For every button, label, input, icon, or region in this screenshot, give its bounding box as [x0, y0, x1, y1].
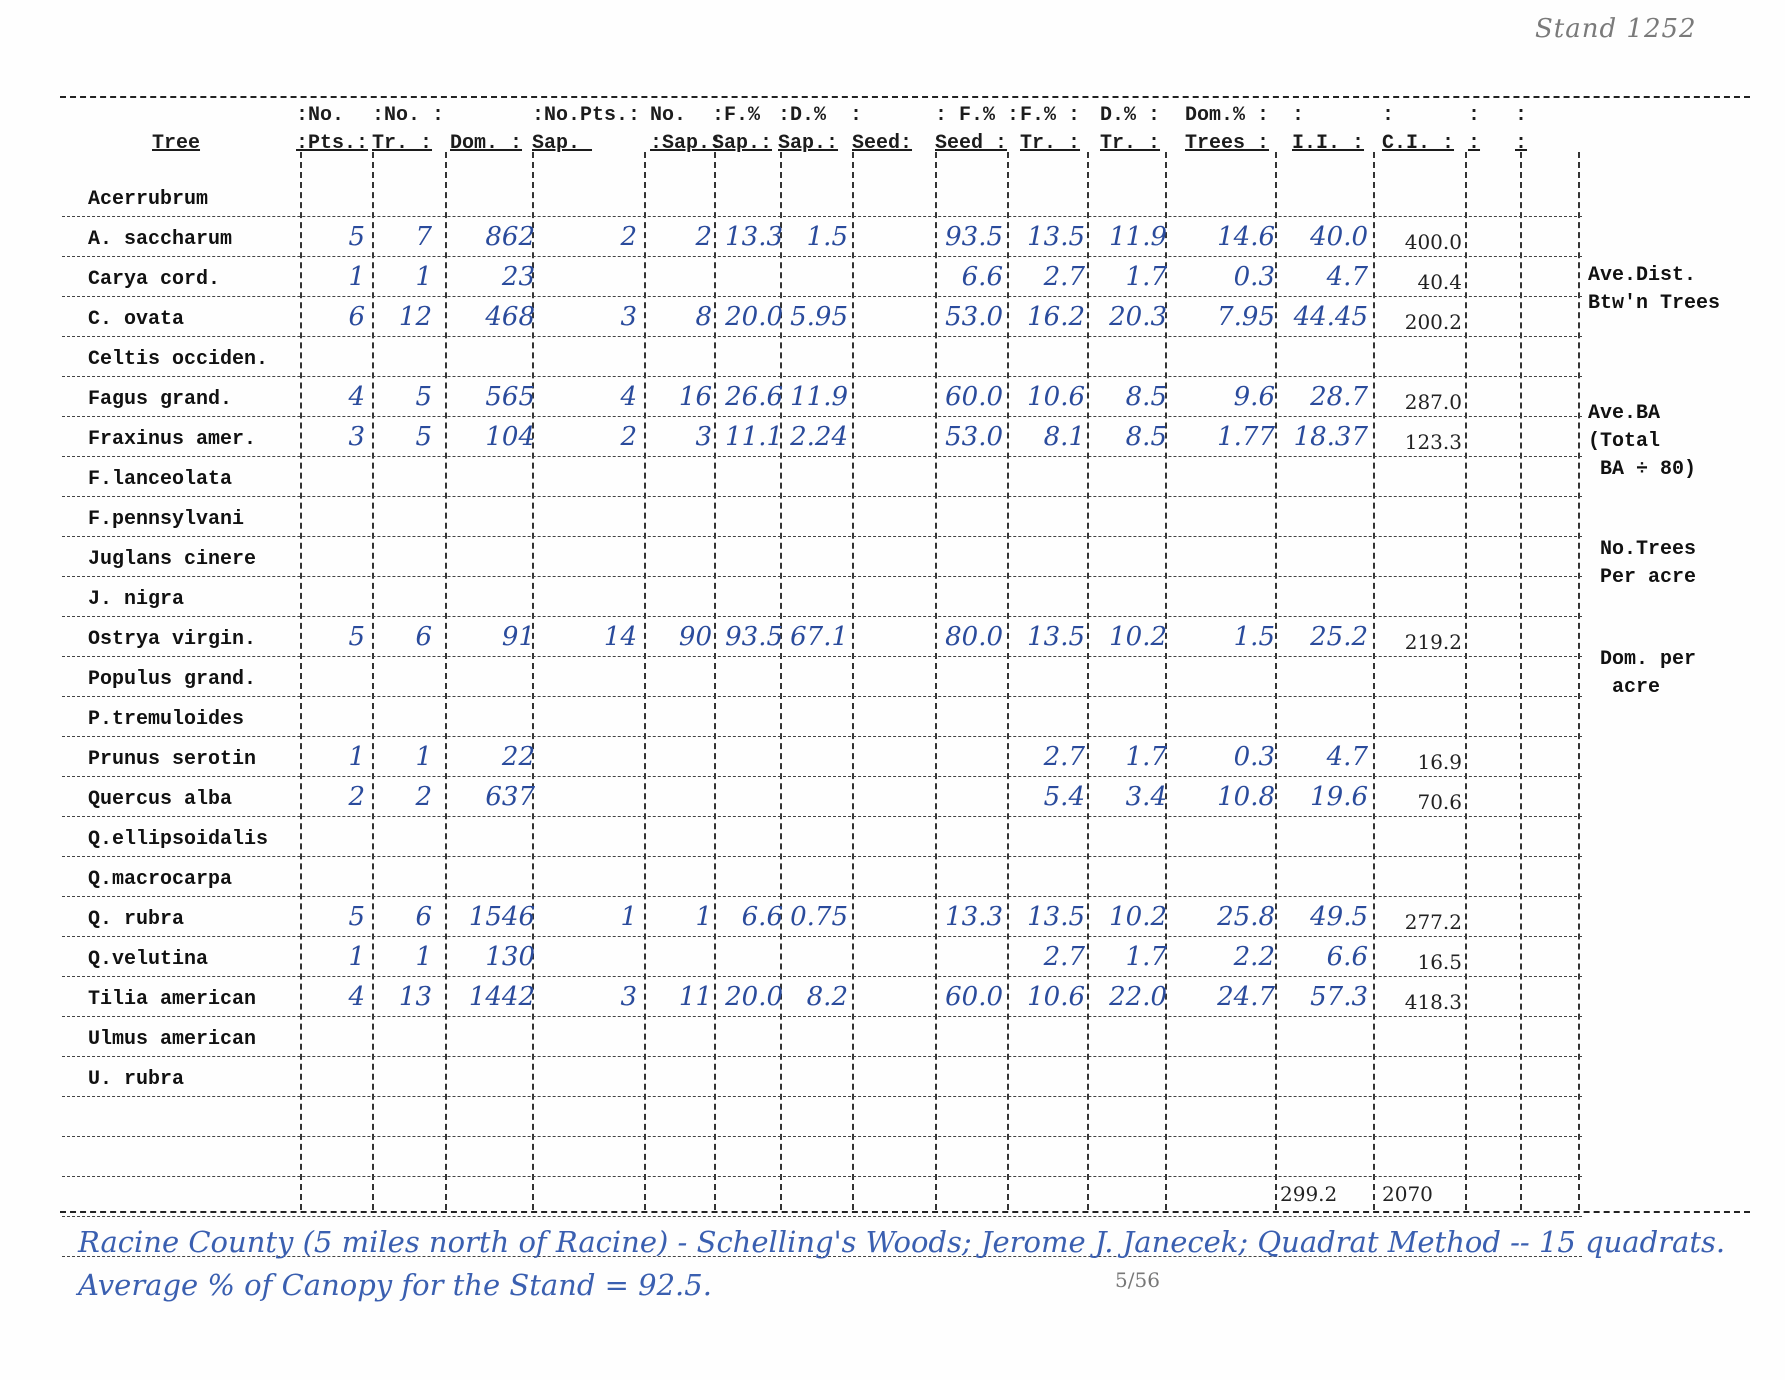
table-cell: 40.4 — [1417, 270, 1462, 294]
table-cell: 0.3 — [1233, 262, 1275, 292]
table-cell: 93.5 — [945, 222, 1003, 252]
column-divider — [714, 152, 716, 1210]
row-divider — [62, 416, 1582, 417]
column-divider — [372, 152, 374, 1210]
table-cell: 28.7 — [1310, 382, 1368, 412]
row-divider — [62, 976, 1582, 977]
table-cell: 26.6 — [725, 382, 783, 412]
row-divider — [62, 1136, 1582, 1137]
table-cell: 130 — [485, 942, 535, 972]
table-cell: 16.2 — [1027, 302, 1085, 332]
table-cell: 1.5 — [1233, 622, 1275, 652]
table-cell: 4 — [348, 982, 365, 1012]
table-cell: 8.5 — [1125, 382, 1167, 412]
header-col-4-line2: :Sap.: — [650, 132, 723, 155]
table-cell: 13.3 — [945, 902, 1003, 932]
row-divider — [62, 1216, 1582, 1217]
species-label: Prunus serotin — [88, 748, 257, 771]
header-col-12-line1: : — [1292, 104, 1305, 127]
species-label: Tilia american — [88, 988, 257, 1011]
table-cell: 277.2 — [1404, 910, 1462, 934]
header-col-15-line2: : — [1515, 132, 1528, 155]
table-cell: 2 — [695, 222, 712, 252]
column-divider — [1275, 152, 1277, 1210]
table-cell: 80.0 — [945, 622, 1003, 652]
table-cell: 1 — [695, 902, 712, 932]
table-cell: 18.37 — [1293, 422, 1368, 452]
table-cell: 40.0 — [1310, 222, 1368, 252]
row-divider — [62, 536, 1582, 537]
species-label: Q.macrocarpa — [88, 868, 233, 891]
table-cell: 2.2 — [1233, 942, 1275, 972]
header-col-9-line2: Tr. : — [1020, 132, 1081, 155]
table-cell: 13.5 — [1027, 902, 1085, 932]
table-cell: 5.4 — [1043, 782, 1085, 812]
table-cell: 0.75 — [790, 902, 848, 932]
table-cell: 13.5 — [1027, 222, 1085, 252]
table-cell: 2 — [620, 222, 637, 252]
table-cell: 6.6 — [741, 902, 783, 932]
table-cell: 19.6 — [1310, 782, 1368, 812]
row-divider — [62, 856, 1582, 857]
header-col-14-line2: : — [1468, 132, 1481, 155]
column-divider — [1578, 152, 1580, 1210]
table-cell: 2.7 — [1043, 262, 1085, 292]
table-cell: 10.2 — [1109, 902, 1167, 932]
table-cell: 5 — [415, 422, 432, 452]
table-cell: 1 — [415, 262, 432, 292]
table-cell: 91 — [501, 622, 535, 652]
table-cell: 53.0 — [945, 302, 1003, 332]
column-divider — [1007, 152, 1009, 1210]
table-cell: 1.7 — [1125, 262, 1167, 292]
header-tree: Tree — [152, 132, 201, 155]
header-col-0-line1: :No. — [296, 104, 357, 127]
total-ii: 299.2 — [1280, 1182, 1338, 1206]
table-cell: 4.7 — [1326, 742, 1368, 772]
row-divider — [62, 216, 1582, 217]
table-cell: 6.6 — [961, 262, 1003, 292]
header-col-10-line1: D.% : — [1100, 104, 1161, 127]
table-cell: 60.0 — [945, 382, 1003, 412]
header-col-6-line1: :D.% : — [778, 104, 863, 127]
row-divider — [62, 616, 1582, 617]
header-col-11-line1: Dom.% : — [1185, 104, 1270, 127]
table-cell: 3 — [348, 422, 365, 452]
table-cell: 862 — [485, 222, 535, 252]
row-divider — [62, 576, 1582, 577]
table-cell: 1 — [348, 942, 365, 972]
table-cell: 1 — [415, 742, 432, 772]
table-cell: 12 — [398, 302, 432, 332]
table-cell: 49.5 — [1310, 902, 1368, 932]
table-cell: 11.9 — [1109, 222, 1167, 252]
table-cell: 5 — [415, 382, 432, 412]
table-cell: 11 — [678, 982, 712, 1012]
table-cell: 23 — [501, 262, 535, 292]
header-col-1-line1: :No. : — [372, 104, 445, 127]
table-cell: 2 — [620, 422, 637, 452]
column-divider — [300, 152, 302, 1210]
column-divider — [445, 152, 447, 1210]
table-cell: 5.95 — [790, 302, 848, 332]
table-cell: 8 — [695, 302, 712, 332]
header-col-0-line2: :Pts.: — [296, 132, 369, 155]
row-divider — [62, 736, 1582, 737]
table-cell: 3.4 — [1125, 782, 1167, 812]
header-col-8-line2: Seed : — [935, 132, 1008, 155]
table-cell: 1 — [348, 742, 365, 772]
table-cell: 3 — [695, 422, 712, 452]
footnote-line-1: Racine County (5 miles north of Racine) - Schelling's Woods; Jerome J. Janecek; Quadrat Method -- 15 quadrats. — [78, 1225, 1726, 1259]
table-cell: 24.7 — [1217, 982, 1275, 1012]
table-cell: 20.3 — [1109, 302, 1167, 332]
row-divider — [62, 1016, 1582, 1017]
table-cell: 1 — [348, 262, 365, 292]
table-cell: 104 — [485, 422, 535, 452]
row-divider — [62, 296, 1582, 297]
table-cell: 14 — [603, 622, 637, 652]
species-label: Celtis occiden. — [88, 348, 269, 371]
table-cell: 2.7 — [1043, 942, 1085, 972]
table-cell: 2.7 — [1043, 742, 1085, 772]
table-cell: 400.0 — [1404, 230, 1462, 254]
table-cell: 1 — [620, 902, 637, 932]
table-cell: 16.9 — [1417, 750, 1462, 774]
table-cell: 3 — [620, 302, 637, 332]
species-label: Fraxinus amer. — [88, 428, 257, 451]
table-cell: 13.5 — [1027, 622, 1085, 652]
column-divider — [935, 152, 937, 1210]
row-divider — [62, 1096, 1582, 1097]
header-col-10-line2: Tr. : — [1100, 132, 1161, 155]
species-label: Juglans cinere — [88, 548, 257, 571]
table-cell: 4 — [348, 382, 365, 412]
table-cell: 2 — [415, 782, 432, 812]
species-label: P.tremuloides — [88, 708, 245, 731]
table-cell: 53.0 — [945, 422, 1003, 452]
side-note: Ave.BA (Total BA ÷ 80) — [1588, 402, 1697, 481]
table-cell: 565 — [485, 382, 535, 412]
table-cell: 70.6 — [1417, 790, 1462, 814]
table-cell: 20.0 — [725, 302, 783, 332]
table-cell: 11.1 — [725, 422, 783, 452]
table-cell: 10.6 — [1027, 982, 1085, 1012]
table-cell: 67.1 — [790, 622, 848, 652]
column-divider — [1087, 152, 1089, 1210]
stand-label: Stand 1252 — [1535, 14, 1697, 44]
table-cell: 10.2 — [1109, 622, 1167, 652]
table-cell: 16.5 — [1417, 950, 1462, 974]
table-cell: 60.0 — [945, 982, 1003, 1012]
table-cell: 5 — [348, 222, 365, 252]
table-cell: 7.95 — [1217, 302, 1275, 332]
table-cell: 418.3 — [1404, 990, 1462, 1014]
table-cell: 57.3 — [1310, 982, 1368, 1012]
table-cell: 11.9 — [790, 382, 848, 412]
header-col-13-line1: : — [1382, 104, 1395, 127]
table-cell: 468 — [485, 302, 535, 332]
table-cell: 3 — [620, 982, 637, 1012]
header-col-3-line1: :No.Pts.: — [532, 104, 641, 127]
row-divider — [62, 936, 1582, 937]
header-col-8-line1: : F.% : — [935, 104, 1020, 127]
table-cell: 1442 — [468, 982, 535, 1012]
species-label: Ostrya virgin. — [88, 628, 257, 651]
table-cell: 1.7 — [1125, 742, 1167, 772]
header-col-14-line1: : — [1468, 104, 1481, 127]
row-divider — [62, 1176, 1582, 1177]
row-divider — [62, 1056, 1582, 1057]
species-label: U. rubra — [88, 1068, 185, 1091]
row-divider — [62, 256, 1582, 257]
header-col-9-line1: F.% : — [1020, 104, 1081, 127]
table-cell: 93.5 — [725, 622, 783, 652]
species-label: Ulmus american — [88, 1028, 257, 1051]
table-cell: 5 — [348, 622, 365, 652]
table-cell: 25.2 — [1310, 622, 1368, 652]
table-cell: 4 — [620, 382, 637, 412]
table-cell: 25.8 — [1217, 902, 1275, 932]
table-cell: 1 — [415, 942, 432, 972]
species-label: Populus grand. — [88, 668, 257, 691]
species-label: J. nigra — [88, 588, 185, 611]
table-cell: 2.24 — [790, 422, 848, 452]
header-col-11-line2: Trees : — [1185, 132, 1270, 155]
table-cell: 6 — [415, 622, 432, 652]
species-label: Acerrubrum — [88, 188, 209, 211]
column-divider — [852, 152, 854, 1210]
header-col-12-line2: I.I. : — [1292, 132, 1365, 155]
species-label: F.lanceolata — [88, 468, 233, 491]
table-cell: 20.0 — [725, 982, 783, 1012]
table-cell: 90 — [678, 622, 712, 652]
row-divider — [62, 816, 1582, 817]
row-divider — [62, 456, 1582, 457]
table-header — [60, 104, 1770, 160]
date-mark: 5/56 — [1115, 1268, 1160, 1292]
header-col-2-line2: Dom. : — [450, 132, 523, 155]
row-divider — [62, 656, 1582, 657]
header-col-1-line2: Tr. : — [372, 132, 433, 155]
row-divider — [62, 776, 1582, 777]
table-cell: 13 — [398, 982, 432, 1012]
species-label: Carya cord. — [88, 268, 221, 291]
header-col-15-line1: : — [1515, 104, 1528, 127]
header-col-13-line2: C.I. : — [1382, 132, 1455, 155]
row-divider — [62, 896, 1582, 897]
column-divider — [644, 152, 646, 1210]
species-label: Q. rubra — [88, 908, 185, 931]
column-divider — [1465, 152, 1467, 1210]
side-note: Ave.Dist. Btw'n Trees — [1588, 264, 1721, 315]
table-cell: 8.2 — [806, 982, 848, 1012]
table-cell: 8.1 — [1043, 422, 1085, 452]
row-divider — [62, 376, 1582, 377]
table-cell: 200.2 — [1404, 310, 1462, 334]
total-ci: 2070 — [1382, 1182, 1433, 1206]
species-label: Fagus grand. — [88, 388, 233, 411]
table-cell: 2 — [348, 782, 365, 812]
table-cell: 6 — [348, 302, 365, 332]
header-col-3-line2: Sap. — [532, 132, 593, 155]
table-cell: 44.45 — [1293, 302, 1368, 332]
table-cell: 14.6 — [1217, 222, 1275, 252]
table-cell: 6.6 — [1326, 942, 1368, 972]
table-cell: 9.6 — [1233, 382, 1275, 412]
side-note: No.Trees Per acre — [1600, 538, 1697, 589]
table-cell: 1.5 — [806, 222, 848, 252]
row-divider — [62, 496, 1582, 497]
table-cell: 4.7 — [1326, 262, 1368, 292]
row-divider — [62, 336, 1582, 337]
side-note: Dom. per acre — [1600, 648, 1697, 699]
table-cell: 13.3 — [725, 222, 783, 252]
table-cell: 1.77 — [1217, 422, 1275, 452]
species-label: Q.velutina — [88, 948, 209, 971]
table-cell: 219.2 — [1404, 630, 1462, 654]
table-cell: 5 — [348, 902, 365, 932]
header-col-6-line2: Sap.: — [778, 132, 839, 155]
header-col-4-line1: No. — [650, 104, 699, 127]
species-label: Quercus alba — [88, 788, 233, 811]
bottom-rule — [60, 1211, 1750, 1213]
table-cell: 6 — [415, 902, 432, 932]
header-col-7-line2: Seed: — [852, 132, 913, 155]
header-col-5-line2: Sap.: — [712, 132, 773, 155]
column-divider — [1520, 152, 1522, 1210]
table-cell: 0.3 — [1233, 742, 1275, 772]
table-cell: 1546 — [468, 902, 535, 932]
table-cell: 16 — [678, 382, 712, 412]
header-col-5-line1: :F.% — [712, 104, 761, 127]
table-cell: 10.8 — [1217, 782, 1275, 812]
table-cell: 7 — [415, 222, 432, 252]
column-divider — [1373, 152, 1375, 1210]
table-cell: 287.0 — [1404, 390, 1462, 414]
table-cell: 637 — [485, 782, 535, 812]
species-label: C. ovata — [88, 308, 185, 331]
table-cell: 10.6 — [1027, 382, 1085, 412]
species-label: F.pennsylvani — [88, 508, 245, 531]
table-cell: 22 — [501, 742, 535, 772]
top-rule — [60, 96, 1750, 98]
species-label: Q.ellipsoidalis — [88, 828, 269, 851]
table-cell: 123.3 — [1404, 430, 1462, 454]
table-cell: 8.5 — [1125, 422, 1167, 452]
row-divider — [62, 696, 1582, 697]
table-cell: 22.0 — [1109, 982, 1167, 1012]
species-label: A. saccharum — [88, 228, 233, 251]
footnote-line-2: Average % of Canopy for the Stand = 92.5. — [78, 1268, 712, 1302]
table-cell: 1.7 — [1125, 942, 1167, 972]
